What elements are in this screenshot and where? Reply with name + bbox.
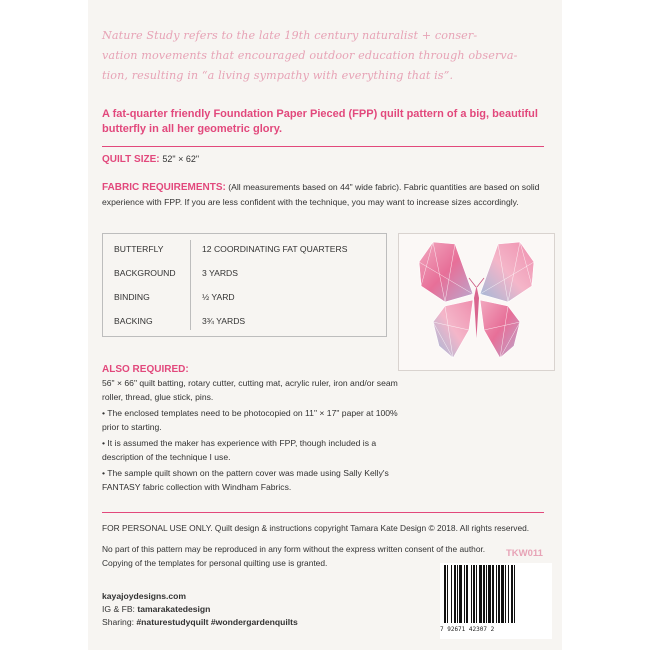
also-required-label: ALSO REQUIRED: <box>102 364 189 375</box>
table-row <box>103 310 386 334</box>
contact-info <box>102 590 432 629</box>
also-required <box>102 363 402 496</box>
upc-barcode <box>440 563 552 639</box>
barcode-bar <box>488 565 491 623</box>
barcode-bar <box>492 565 494 623</box>
table-amount: 12 COORDINATING FAT QUARTERS <box>202 244 348 254</box>
quilt-size-label: QUILT SIZE: <box>102 154 160 165</box>
reproduction-notice: No part of this pattern may be reproduced in any form without the express written consent of the author. <box>102 544 486 554</box>
pattern-code: TKW011 <box>506 548 543 559</box>
barcode-bar <box>486 565 487 623</box>
barcode-bar <box>444 565 446 623</box>
copying-notice: Copying of the templates for personal quilting use is granted. <box>102 558 328 568</box>
social-label: IG & FB: <box>102 604 138 614</box>
barcode-bar <box>451 565 452 623</box>
intro-line: vation movements that encouraged outdoor education through observa- <box>102 49 518 62</box>
barcode-bar <box>476 565 477 623</box>
divider-bottom <box>102 512 544 513</box>
intro-script-text <box>102 26 554 86</box>
barcode-bar <box>496 565 497 623</box>
divider-top <box>102 146 544 147</box>
table-amount: ½ YARD <box>202 292 235 302</box>
table-item: BACKING <box>114 316 153 326</box>
quilt-size-value: 52" × 62" <box>162 154 200 164</box>
barcode-bar <box>459 565 462 623</box>
table-row <box>103 238 386 262</box>
barcode-bar <box>511 565 513 623</box>
barcode-bar <box>498 565 500 623</box>
social-handle: tamarakatedesign <box>137 604 211 614</box>
sharing-label: Sharing: <box>102 617 137 627</box>
barcode-bar <box>479 565 482 623</box>
table-row <box>103 262 386 286</box>
website-link[interactable]: kayajoydesigns.com <box>102 591 187 601</box>
barcode-bar <box>483 565 485 623</box>
also-required-line: 56" × 66" quilt batting, rotary cutter, cutting mat, acrylic ruler, iron and/or seam roller, thread, glue stick, pins. <box>102 378 398 402</box>
butterfly-quilt-image <box>398 233 555 371</box>
lead-description: A fat-quarter friendly Foundation Paper Pieced (FPP) quilt pattern of a big, beautiful butterfly in all her geometric glory. <box>102 108 538 135</box>
barcode-bar <box>454 565 456 623</box>
fabric-requirements <box>102 180 554 209</box>
butterfly-icon <box>399 234 554 370</box>
fabric-requirements-label: FABRIC REQUIREMENTS: <box>102 182 226 193</box>
barcode-bar <box>466 565 468 623</box>
table-item: BACKGROUND <box>114 268 176 278</box>
table-amount: 3¾ YARDS <box>202 316 246 326</box>
barcode-bar <box>447 565 448 623</box>
barcode-bar <box>471 565 472 623</box>
barcode-bar <box>457 565 458 623</box>
quilt-size <box>102 154 199 165</box>
barcode-bar <box>501 565 504 623</box>
personal-use-notice: FOR PERSONAL USE ONLY. Quilt design & instructions copyright Tamara Kate Design © 2018. All rights reserved. <box>102 523 530 533</box>
barcode-bar <box>514 565 515 623</box>
also-required-line: • It is assumed the maker has experience with FPP, though included is a description of the technique I use. <box>102 438 377 462</box>
table-amount: 3 YARDS <box>202 268 238 278</box>
fabric-table <box>102 233 387 337</box>
barcode-digits: 7 92671 42307 2 <box>440 626 495 633</box>
pattern-back-cover <box>88 0 562 650</box>
also-required-line: • The enclosed templates need to be photocopied on 11" × 17" paper at 100% prior to starting. <box>102 408 398 432</box>
also-required-line: • The sample quilt shown on the pattern cover was made using Sally Kelly's FANTASY fabric collection with Windham Fabrics. <box>102 468 389 492</box>
barcode-icon <box>440 563 552 625</box>
fabric-requirements-text: (All measurements based on 44" wide fabric). Fabric quantities are based on solid experience with FPP. If you are less confident with the technique, you may want to increase sizes accordingly. <box>102 182 540 207</box>
barcode-bar <box>508 565 509 623</box>
barcode-bar <box>473 565 475 623</box>
sharing-hashtags: #naturestudyquilt #wondergardenquilts <box>136 617 298 627</box>
table-item: BUTTERFLY <box>114 244 164 254</box>
barcode-bar <box>505 565 506 623</box>
barcode-bar <box>464 565 465 623</box>
intro-line: Nature Study refers to the late 19th century naturalist + conser- <box>102 29 478 42</box>
table-item: BINDING <box>114 292 150 302</box>
intro-line: tion, resulting in “a living sympathy with everything that is”. <box>102 69 454 82</box>
table-row <box>103 286 386 310</box>
